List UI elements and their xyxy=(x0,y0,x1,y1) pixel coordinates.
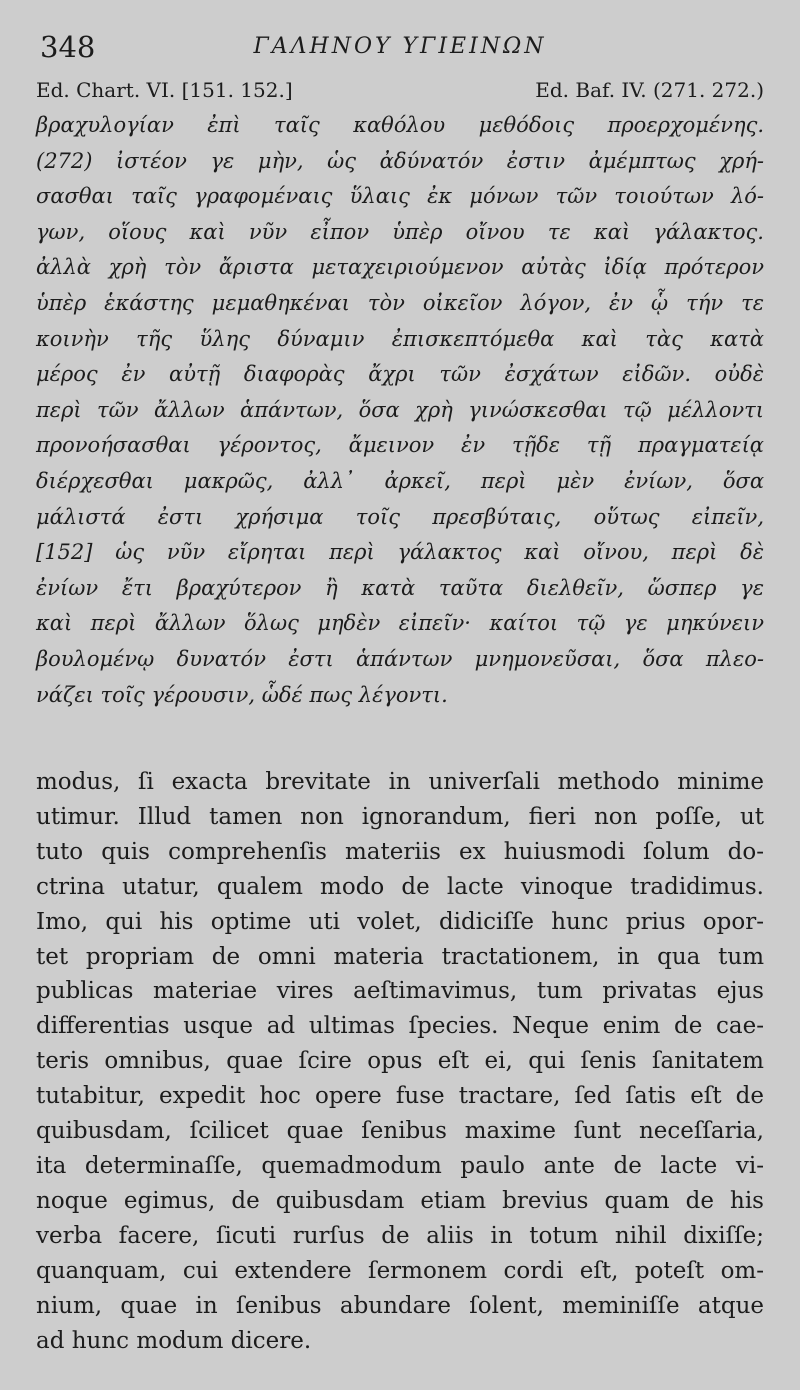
greek-line: βουλομένῳ δυνατόν ἐστι ἁπάντων μνημονεῦσαι, ὅσα πλεο- xyxy=(36,646,764,671)
latin-line: tutabitur, expedit hoc opere fuse tractare, ſed ſatis eſt de xyxy=(36,1083,764,1110)
greek-line: προνοήσασθαι γέροντος, ἄμεινον ἐν τῇδε τῇ πραγματείᾳ xyxy=(36,433,764,458)
greek-line: σασθαι ταῖς γραφομέναις ὕλαις ἐκ μόνων τῶν τοιούτων λό- xyxy=(36,184,764,209)
greek-line: βραχυλογίαν ἐπὶ ταῖς καθόλου μεθόδοις προερχομένης. xyxy=(36,113,764,137)
latin-line: utimur. Illud tamen non ignorandum, fieri non poſſe, ut xyxy=(36,803,764,830)
latin-line: ctrina utatur, qualem modo de lacte vinoque tradidimus. xyxy=(36,873,764,900)
page-number: 348 xyxy=(40,30,96,64)
latin-line: modus, ſi exacta brevitate in univerſali methodo minime xyxy=(36,769,764,795)
edition-chartier: Ed. Chart. VI. [151. 152.] xyxy=(36,78,293,102)
edition-basel: Ed. Baf. IV. (271. 272.) xyxy=(535,78,764,102)
greek-line: μάλιστά ἐστι χρήσιμα τοῖς πρεσβύταις, οὕτως εἰπεῖν, xyxy=(36,504,764,529)
latin-line: differentias usque ad ultimas ſpecies. Neque enim de cae- xyxy=(36,1013,764,1040)
greek-line: κοινὴν τῆς ὕλης δύναμιν ἐπισκεπτόμεθα καὶ τὰς κατὰ xyxy=(36,326,764,351)
latin-line: noque egimus, de quibusdam etiam brevius quam de his xyxy=(36,1187,764,1214)
greek-line: [152] ὡς νῦν εἴρηται περὶ γάλακτος καὶ οἴνου, περὶ δὲ xyxy=(36,540,764,565)
greek-line: ὑπὲρ ἑκάστης μεμαθηκέναι τὸν οἰκεῖον λόγον, ἐν ᾧ τήν τε xyxy=(36,290,764,315)
latin-line: publicas materiae vires aeſtimavimus, tum privatas ejus xyxy=(36,978,764,1005)
latin-line: ad hunc modum dicere. xyxy=(36,1327,312,1354)
greek-text-block xyxy=(36,108,764,713)
greek-line: ἀλλὰ χρὴ τὸν ἄριστα μεταχειριούμενον αὐτὰς ἰδίᾳ πρότερον xyxy=(36,255,764,280)
latin-line: tuto quis comprehenſis materiis ex huiusmodi ſolum do- xyxy=(36,838,764,865)
latin-line: nium, quae in ſenibus abundare ſolent, meminiſſe atque xyxy=(36,1292,764,1319)
latin-line: tet propriam de omni materia tractationem, in qua tum xyxy=(36,943,764,970)
latin-line: quanquam, cui extendere ſermonem cordi eſt, poteſt om- xyxy=(36,1257,764,1284)
latin-text-block xyxy=(36,765,764,1358)
latin-line: Imo, qui his optime uti volet, didiciſſe hunc prius opor- xyxy=(36,908,764,935)
page-header xyxy=(36,28,764,68)
greek-line: γων, οἵους καὶ νῦν εἶπον ὑπὲρ οἴνου τε καὶ γάλακτος. xyxy=(36,219,764,244)
greek-line: ἐνίων ἔτι βραχύτερον ἢ κατὰ ταῦτα διελθεῖν, ὥσπερ γε xyxy=(36,575,764,600)
latin-line: ita determinaſſe, quemadmodum paulo ante de lacte vi- xyxy=(36,1152,764,1179)
greek-line: μέρος ἐν αὐτῇ διαφορὰς ἄχρι τῶν ἐσχάτων εἰδῶν. οὐδὲ xyxy=(36,362,764,387)
greek-line: περὶ τῶν ἄλλων ἁπάντων, ὅσα χρὴ γινώσκεσθαι τῷ μέλλοντι xyxy=(36,397,764,422)
running-title: ΓΑΛΗΝΟΥ ΥΓΙΕΙΝΩΝ xyxy=(253,34,547,59)
latin-line: verba facere, ſicuti rurſus de aliis in totum nihil dixiſſe; xyxy=(36,1222,764,1249)
edition-reference-line xyxy=(36,78,764,106)
latin-line: teris omnibus, quae ſcire opus eſt ei, qui ſenis ſanitatem xyxy=(36,1048,764,1075)
greek-line: (272) ἰστέον γε μὴν, ὡς ἀδύνατόν ἐστιν ἀμέμπτως χρή- xyxy=(36,148,764,173)
greek-line: καὶ περὶ ἄλλων ὅλως μηδὲν εἰπεῖν· καίτοι τῷ γε μηκύνειν xyxy=(36,611,764,636)
greek-line: νάζει τοῖς γέρουσιν, ὧδέ πως λέγοντι. xyxy=(36,682,448,707)
latin-line: quibusdam, ſcilicet quae ſenibus maxime ſunt neceſſaria, xyxy=(36,1118,764,1145)
greek-line: διέρχεσθαι μακρῶς, ἀλλ᾽ ἀρκεῖ, περὶ μὲν ἐνίων, ὅσα xyxy=(36,468,764,493)
